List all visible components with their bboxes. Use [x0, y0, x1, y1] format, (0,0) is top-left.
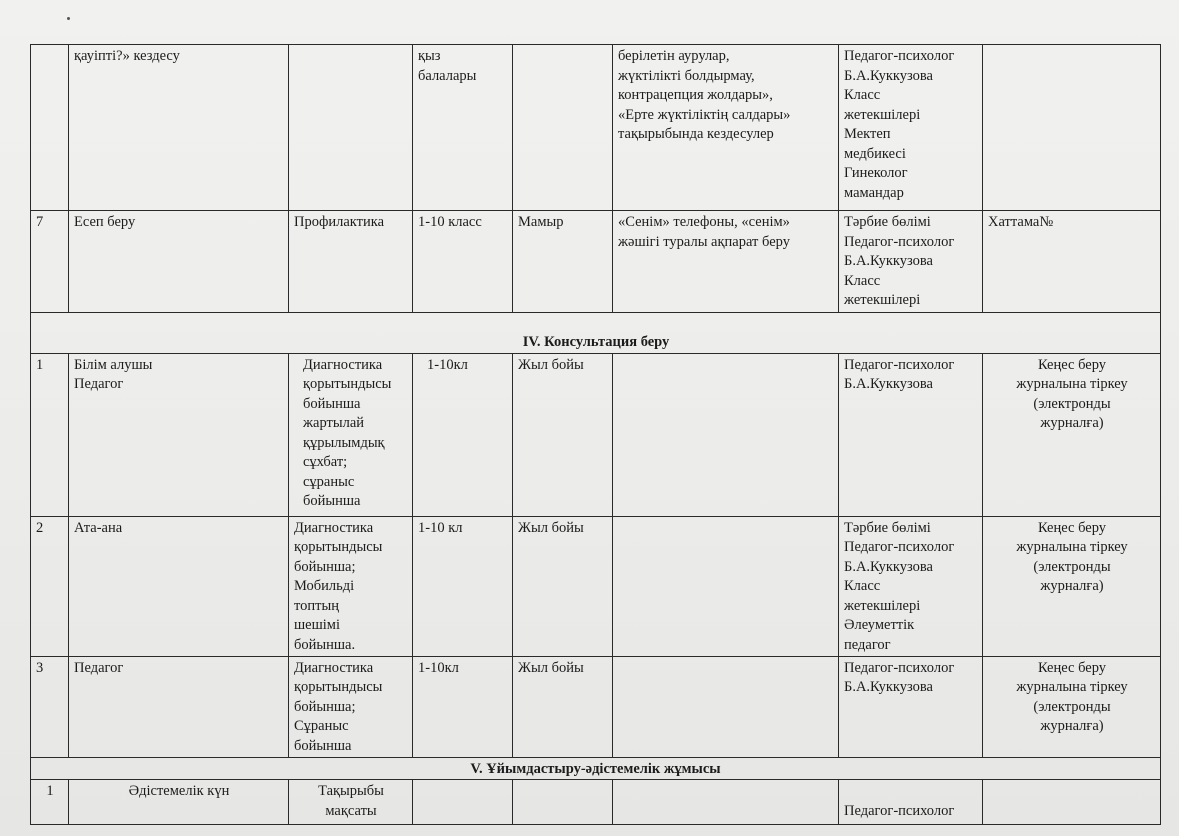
form-cell: Тақырыбы мақсаты — [289, 780, 413, 825]
period-cell — [513, 780, 613, 825]
event-cell: Ата-ана — [69, 516, 289, 656]
event-cell: Есеп беру — [69, 211, 289, 313]
dust-speck — [67, 17, 70, 20]
target-cell: 1-10кл — [413, 656, 513, 757]
section-row — [31, 313, 1161, 354]
content-cell — [613, 780, 839, 825]
period-cell: Жыл бойы — [513, 656, 613, 757]
section-heading-methodical-work: V. Ұйымдастыру-әдістемелік жұмысы — [31, 757, 1161, 780]
table-row — [31, 656, 1161, 757]
section-row — [31, 757, 1161, 780]
form-cell: Диагностика қорытындысы бойынша; Мобильді топтың шешімі бойынша. — [289, 516, 413, 656]
target-cell — [413, 780, 513, 825]
responsible-cell: Педагог-психолог Б.А.Куккузова Класс жетекшілері Мектеп медбикесі Гинеколог мамандар — [839, 45, 983, 211]
content-cell — [613, 656, 839, 757]
event-cell: Білім алушы Педагог — [69, 353, 289, 516]
responsible-cell: Педагог-психолог — [839, 780, 983, 825]
period-cell: Жыл бойы — [513, 516, 613, 656]
event-cell: Педагог — [69, 656, 289, 757]
target-cell: қыз балалары — [413, 45, 513, 211]
form-cell — [289, 45, 413, 211]
form-cell: Диагностика қорытындысы бойынша жартылай құрылымдық сұхбат; сұраныс бойынша — [289, 353, 413, 516]
period-cell — [513, 45, 613, 211]
table-row — [31, 45, 1161, 211]
table-row — [31, 516, 1161, 656]
result-cell: Кеңес беру журналына тіркеу (электронды журналға) — [983, 353, 1161, 516]
target-cell: 1-10кл — [413, 353, 513, 516]
table-row — [31, 780, 1161, 825]
result-cell: Хаттама№ — [983, 211, 1161, 313]
content-cell: «Сенім» телефоны, «сенім» жәшігі туралы ақпарат беру — [613, 211, 839, 313]
table-row — [31, 353, 1161, 516]
responsible-cell: Тәрбие бөлімі Педагог-психолог Б.А.Куккузова Класс жетекшілері Әлеуметтік педагог — [839, 516, 983, 656]
row-number — [31, 45, 69, 211]
event-cell: Әдістемелік күн — [69, 780, 289, 825]
work-plan-table — [30, 44, 1161, 825]
target-cell: 1-10 кл — [413, 516, 513, 656]
form-cell: Диагностика қорытындысы бойынша; Сұраныс бойынша — [289, 656, 413, 757]
row-number: 1 — [31, 780, 69, 825]
result-cell — [983, 45, 1161, 211]
responsible-cell: Педагог-психолог Б.А.Куккузова — [839, 353, 983, 516]
result-cell — [983, 780, 1161, 825]
form-cell: Профилактика — [289, 211, 413, 313]
period-cell: Мамыр — [513, 211, 613, 313]
responsible-cell: Педагог-психолог Б.А.Куккузова — [839, 656, 983, 757]
content-cell: берілетін аурулар, жүктілікті болдырмау, контрацепция жолдары», «Ерте жүктіліктің салдары» тақырыбында кездесулер — [613, 45, 839, 211]
result-cell: Кеңес беру журналына тіркеу (электронды журналға) — [983, 656, 1161, 757]
section-heading-consultation: IV. Консультация беру — [31, 313, 1161, 354]
row-number: 1 — [31, 353, 69, 516]
responsible-cell: Тәрбие бөлімі Педагог-психолог Б.А.Куккузова Класс жетекшілері — [839, 211, 983, 313]
result-cell: Кеңес беру журналына тіркеу (электронды журналға) — [983, 516, 1161, 656]
content-cell — [613, 353, 839, 516]
period-cell: Жыл бойы — [513, 353, 613, 516]
row-number: 2 — [31, 516, 69, 656]
row-number: 3 — [31, 656, 69, 757]
table-row — [31, 211, 1161, 313]
row-number: 7 — [31, 211, 69, 313]
event-cell: қауіпті?» кездесу — [69, 45, 289, 211]
content-cell — [613, 516, 839, 656]
target-cell: 1-10 класс — [413, 211, 513, 313]
